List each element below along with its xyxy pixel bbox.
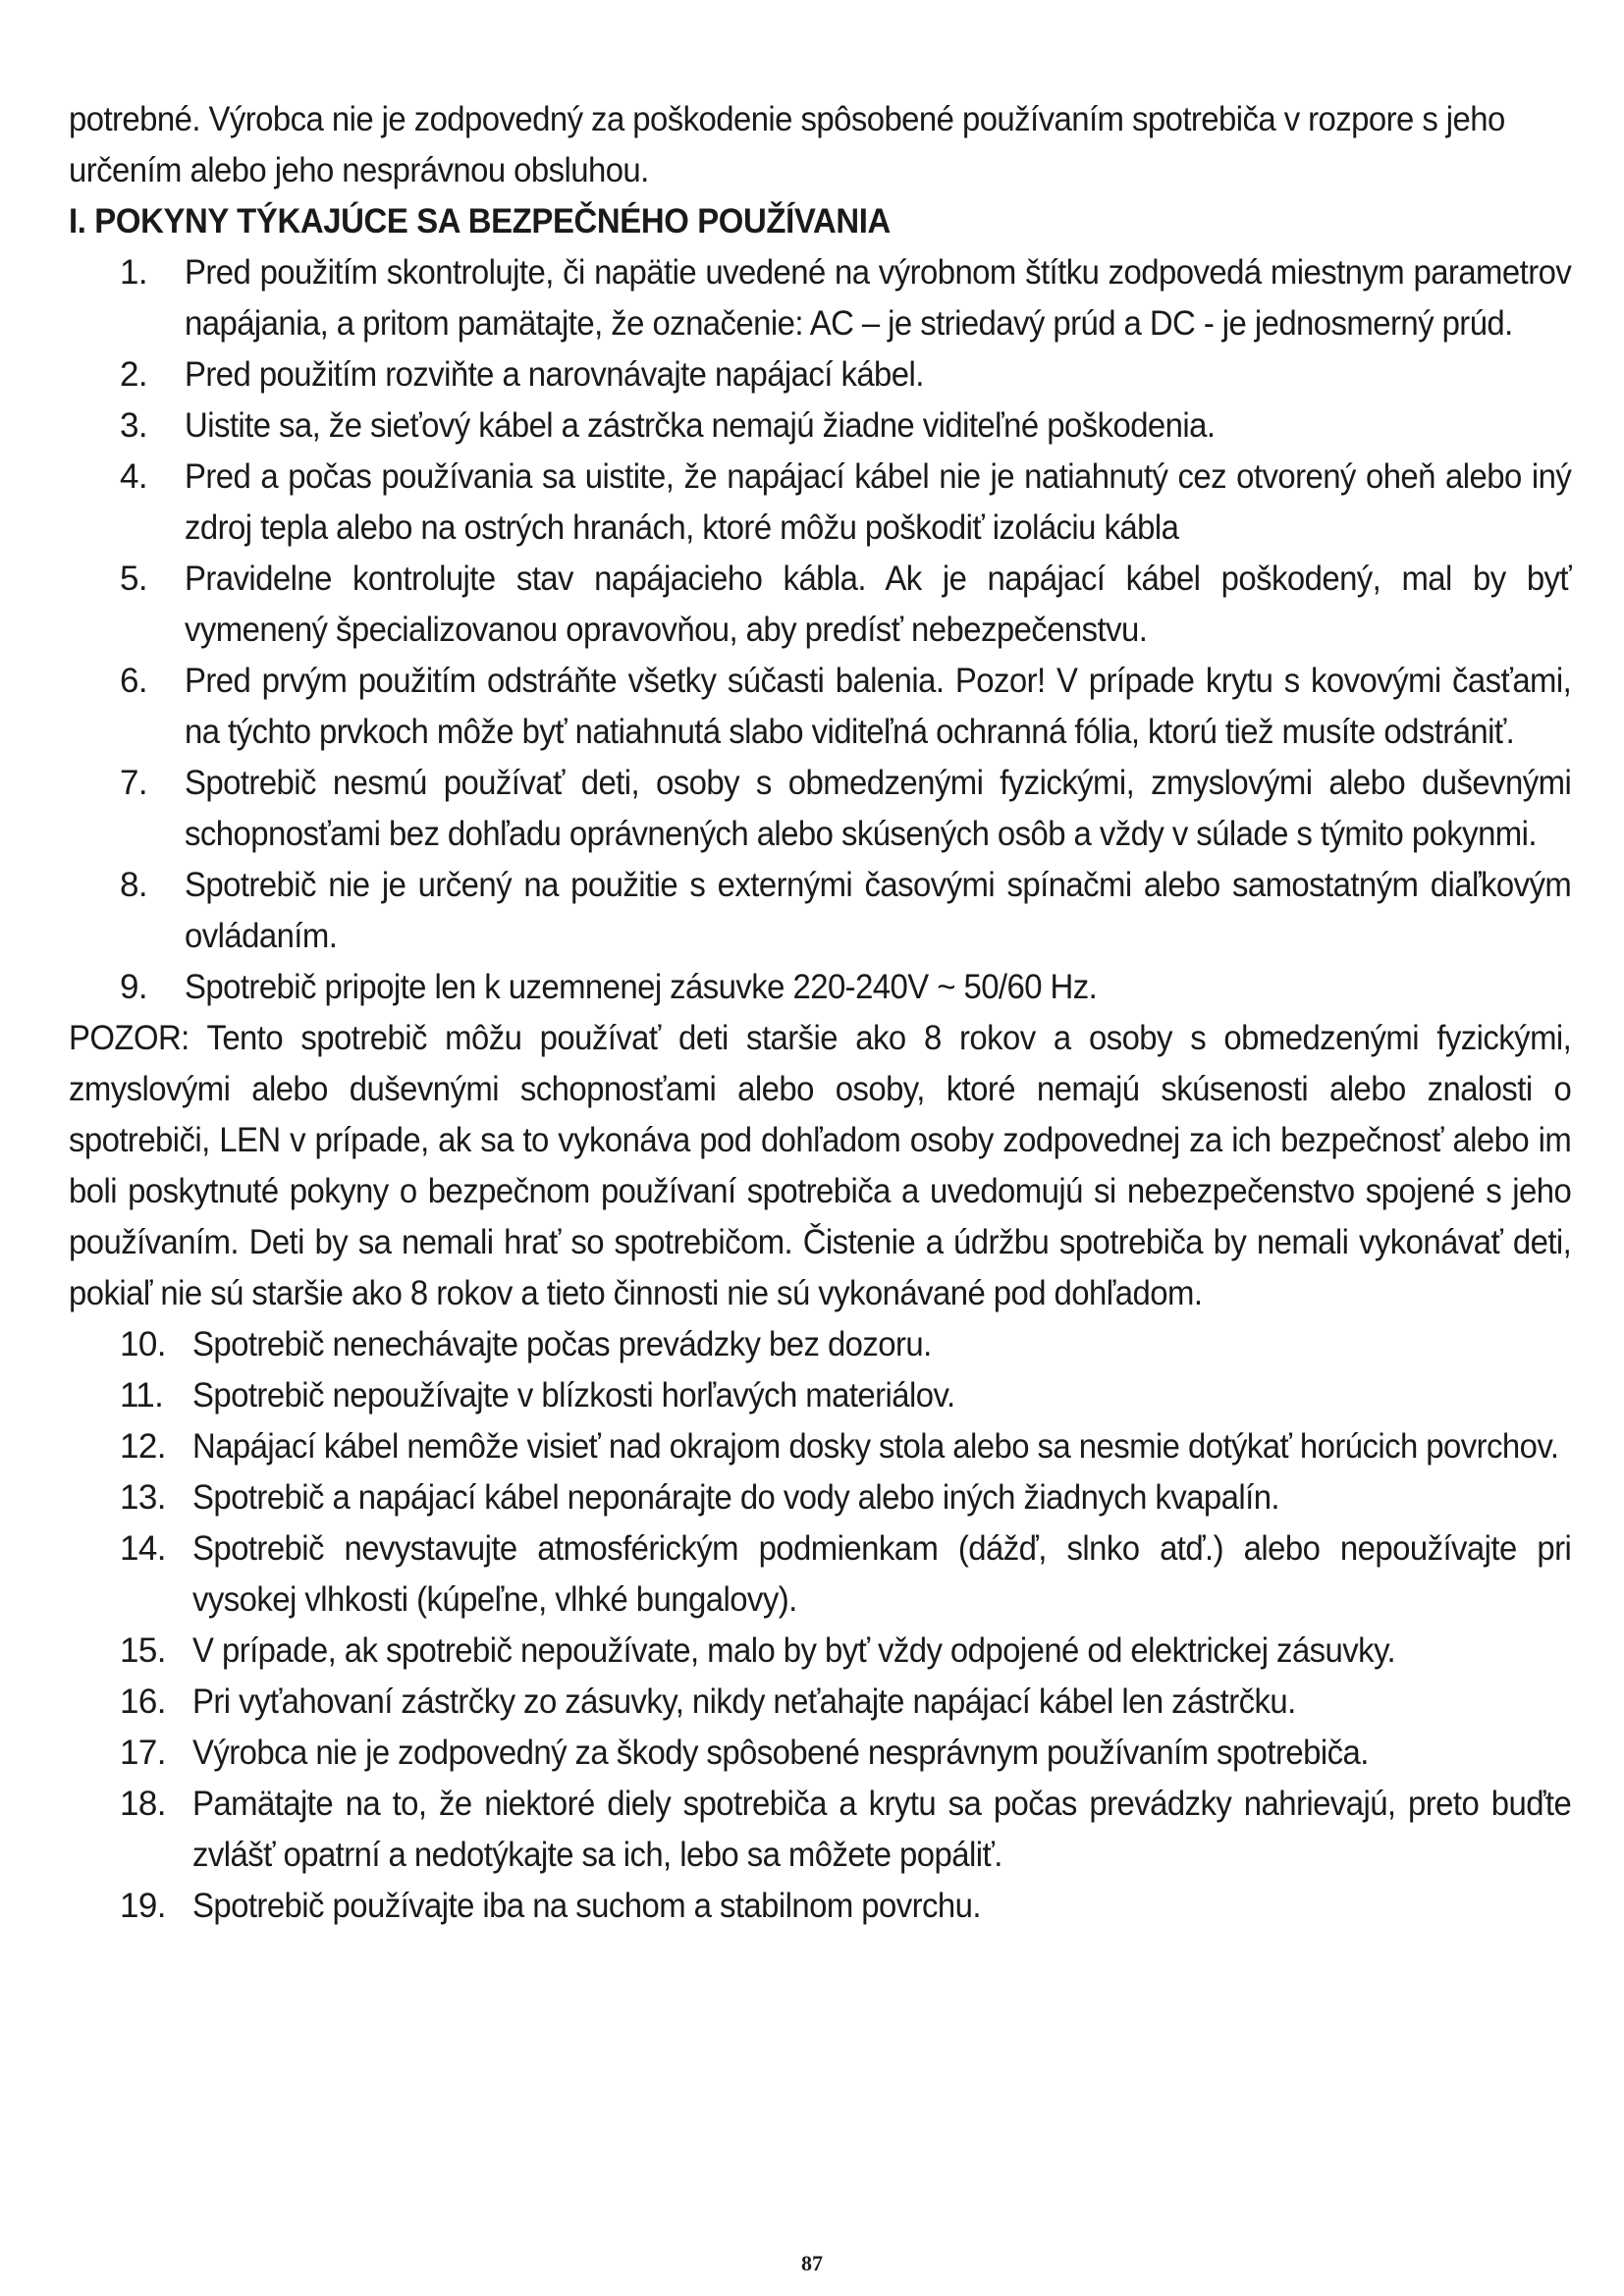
list-item (69, 247, 1571, 349)
list-item (69, 1421, 1571, 1472)
list-item (69, 400, 1571, 452)
item-text: Spotrebič používajte iba na suchom a stabilnom povrchu. (192, 1887, 981, 1925)
safety-list-b (69, 1319, 1571, 1932)
item-text: Výrobca nie je zodpovedný za škody spôsobené nesprávnym používaním spotrebiča. (192, 1734, 1369, 1772)
item-text: Pred prvým použitím odstráňte všetky súčasti balenia. Pozor! V prípade krytu s kovovými časťami, na týchto prvkoch môže byť natiahnutá slabo viditeľná ochranná fólia, ktorú tiež musíte odstrániť. (185, 662, 1572, 751)
list-item (69, 1319, 1571, 1370)
item-number: 15. (120, 1631, 166, 1670)
list-item (69, 554, 1571, 656)
item-text: Pamätajte na to, že niektoré diely spotrebiča a krytu sa počas prevádzky nahrievajú, preto buďte zvlášť opatrní a nedotýkajte sa ich, lebo sa môžete popáliť. (192, 1785, 1572, 1874)
list-item (69, 1779, 1571, 1881)
safety-list-a (69, 247, 1571, 1013)
list-item (69, 1728, 1571, 1779)
item-number: 7. (120, 764, 147, 802)
item-number: 18. (120, 1785, 166, 1823)
item-text: Pred použitím skontrolujte, či napätie uvedené na výrobnom štítku zodpovedá miestnym parametrov napájania, a pritom pamätajte, že označenie: AC – je striedavý prúd a DC - je jednosmerný prúd. (185, 253, 1572, 343)
item-text: Pred a počas používania sa uistite, že napájací kábel nie je natiahnutý cez otvorený oheň alebo iný zdroj tepla alebo na ostrých hranách, ktoré môžu poškodiť izoláciu kábla (185, 457, 1572, 547)
item-text: Spotrebič nevystavujte atmosférickým podmienkam (dážď, slnko atď.) alebo nepoužívajte pri vysokej vlhkosti (kúpeľne, vlhké bungalovy). (192, 1529, 1572, 1619)
list-item (69, 1472, 1571, 1523)
item-text: Spotrebič nenechávajte počas prevádzky bez dozoru. (192, 1325, 932, 1363)
item-number: 12. (120, 1427, 166, 1466)
item-number: 2. (120, 355, 147, 394)
list-item (69, 656, 1571, 758)
item-number: 10. (120, 1325, 166, 1363)
list-item (69, 1626, 1571, 1677)
item-text: Spotrebič nepoužívajte v blízkosti horľavých materiálov. (192, 1376, 955, 1415)
list-item (69, 452, 1571, 554)
item-text: Pri vyťahovaní zástrčky zo zásuvky, nikdy neťahajte napájací kábel len zástrčku. (192, 1682, 1296, 1721)
list-item (69, 1523, 1571, 1626)
list-item (69, 860, 1571, 962)
list-item (69, 1881, 1571, 1932)
item-number: 6. (120, 662, 147, 700)
document-page (69, 94, 1571, 1932)
list-item (69, 1677, 1571, 1728)
item-text: Spotrebič a napájací kábel neponárajte do vody alebo iných žiadnych kvapalín. (192, 1478, 1280, 1517)
intro-paragraph: potrebné. Výrobca nie je zodpovedný za poškodenie spôsobené používaním spotrebiča v rozpore s jeho určením alebo jeho nesprávnou obsluhou. (69, 100, 1505, 189)
item-number: 11. (120, 1376, 164, 1415)
item-number: 1. (120, 253, 147, 292)
list-item (69, 758, 1571, 860)
item-number: 13. (120, 1478, 166, 1517)
item-number: 16. (120, 1682, 166, 1721)
item-number: 3. (120, 406, 147, 445)
item-text: Spotrebič pripojte len k uzemnenej zásuvke 220-240V ~ 50/60 Hz. (185, 968, 1098, 1006)
item-number: 14. (120, 1529, 166, 1568)
item-number: 19. (120, 1887, 166, 1925)
page-number: 87 (801, 2251, 823, 2275)
section-heading: I. POKYNY TÝKAJÚCE SA BEZPEČNÉHO POUŽÍVANIA (69, 202, 891, 240)
item-number: 4. (120, 457, 147, 496)
item-number: 17. (120, 1734, 166, 1772)
list-item (69, 349, 1571, 400)
item-number: 5. (120, 560, 147, 598)
item-number: 9. (120, 968, 147, 1006)
item-text: Spotrebič nie je určený na použitie s externými časovými spínačmi alebo samostatným diaľkovým ovládaním. (185, 866, 1572, 955)
warning-paragraph: POZOR: Tento spotrebič môžu používať deti staršie ako 8 rokov a osoby s obmedzenými fyzickými, zmyslovými alebo duševnými schopnosťami alebo osoby, ktoré nemajú skúsenosti alebo znalosti o spotrebiči, LEN v prípade, ak sa to vykonáva pod dohľadom osoby zodpovednej za ich bezpečnosť alebo im boli poskytnuté pokyny o bezpečnom používaní spotrebiča a uvedomujú si nebezpečenstvo spojené s jeho používaním. Deti by sa nemali hrať so spotrebičom. Čistenie a údržbu spotrebiča by nemali vykonávať deti, pokiaľ nie sú staršie ako 8 rokov a tieto činnosti nie sú vykonávané pod dohľadom. (69, 1019, 1572, 1312)
item-number: 8. (120, 866, 147, 904)
list-item (69, 1370, 1571, 1421)
item-text: V prípade, ak spotrebič nepoužívate, malo by byť vždy odpojené od elektrickej zásuvky. (192, 1631, 1396, 1670)
item-text: Spotrebič nesmú používať deti, osoby s obmedzenými fyzickými, zmyslovými alebo duševnými schopnosťami bez dohľadu oprávnených alebo skúsených osôb a vždy v súlade s týmito pokynmi. (185, 764, 1572, 853)
item-text: Napájací kábel nemôže visieť nad okrajom dosky stola alebo sa nesmie dotýkať horúcich povrchov. (192, 1427, 1559, 1466)
item-text: Pravidelne kontrolujte stav napájacieho kábla. Ak je napájací kábel poškodený, mal by byť vymenený špecializovanou opravovňou, aby predísť nebezpečenstvu. (185, 560, 1572, 649)
item-text: Pred použitím rozviňte a narovnávajte napájací kábel. (185, 355, 924, 394)
list-item (69, 962, 1571, 1013)
item-text: Uistite sa, že sieťový kábel a zástrčka nemajú žiadne viditeľné poškodenia. (185, 406, 1216, 445)
